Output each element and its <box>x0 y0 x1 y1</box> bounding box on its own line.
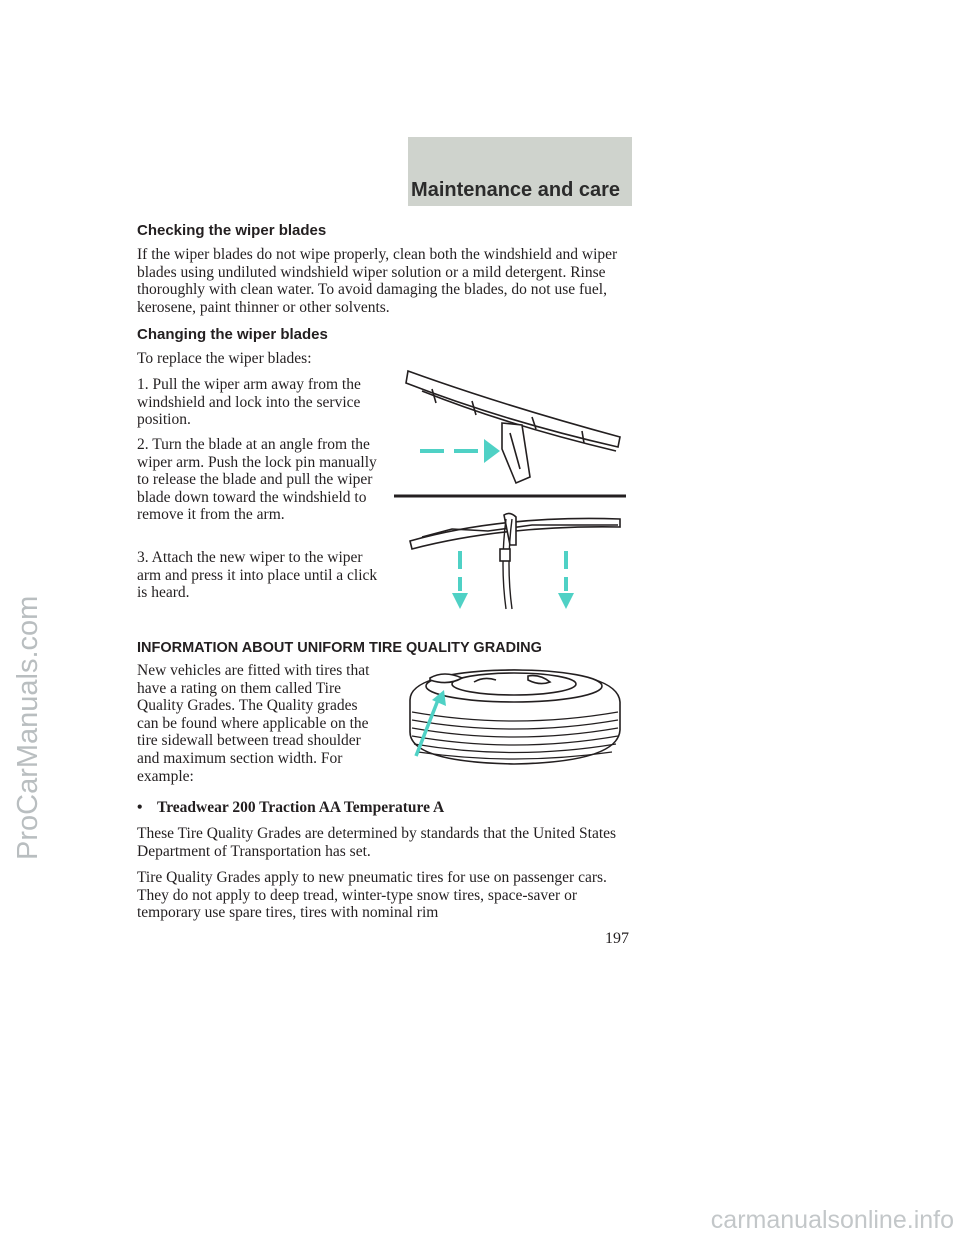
wiper-blade-lower <box>410 513 620 609</box>
heading-changing-wiper-blades: Changing the wiper blades <box>137 326 328 343</box>
tire-paragraph-1: These Tire Quality Grades are determined by standards that the United States Department of Transportation has set. <box>137 825 617 860</box>
watermark-procarmanuals: ProCarManuals.com <box>12 595 44 860</box>
tire-paragraph-2: Tire Quality Grades apply to new pneumatic tires for use on passenger cars. They do not apply to deep tread, winter-type snow tires, space-saver or temporary use spare tires, tires with nominal rim <box>137 869 607 922</box>
section-title: Maintenance and care <box>411 179 620 201</box>
watermark-carmanualsonline: carmanualsonline.info <box>710 1206 954 1234</box>
wiper-removal-illustration <box>392 365 632 613</box>
wiper-blade-upper <box>406 371 620 483</box>
tire-grade-text: Treadwear 200 Traction AA Temperature A <box>157 799 445 816</box>
arrow-lock-pin <box>420 439 500 463</box>
paragraph-checking: If the wiper blades do not wipe properly, clean both the windshield and wiper blades using undiluted windshield wiper solution or a mild detergent. Rinse thoroughly with clean water. To avoid damaging the blades, do not use fuel, kerosene, paint thinner or other solvents. <box>137 246 618 316</box>
changing-intro: To replace the wiper blades: <box>137 350 312 367</box>
header-band <box>408 137 632 206</box>
step-3: 3. Attach the new wiper to the wiper arm and press it into place until a click is heard. <box>137 549 378 602</box>
bullet-symbol: • <box>137 799 143 816</box>
heading-checking-wiper-blades: Checking the wiper blades <box>137 222 327 239</box>
arrow-pull-down <box>452 551 574 609</box>
tire-intro: New vehicles are fitted with tires that have a rating on them called Tire Quality Grades. The Quality grades can be found where applicable on the tire sidewall between tread shoulder and maximum section width. For example: <box>137 662 370 785</box>
tire-sidewall-illustration <box>404 660 626 772</box>
heading-tire-quality-grading: INFORMATION ABOUT UNIFORM TIRE QUALITY GRADING <box>137 640 542 656</box>
page-number: 197 <box>605 930 629 947</box>
step-1: 1. Pull the wiper arm away from the windshield and lock into the service position. <box>137 376 361 429</box>
step-2: 2. Turn the blade at an angle from the wiper arm. Push the lock pin manually to release the blade and pull the wiper blade down toward the windshield to remove it from the arm. <box>137 436 377 524</box>
tire-grade-example <box>137 799 444 817</box>
